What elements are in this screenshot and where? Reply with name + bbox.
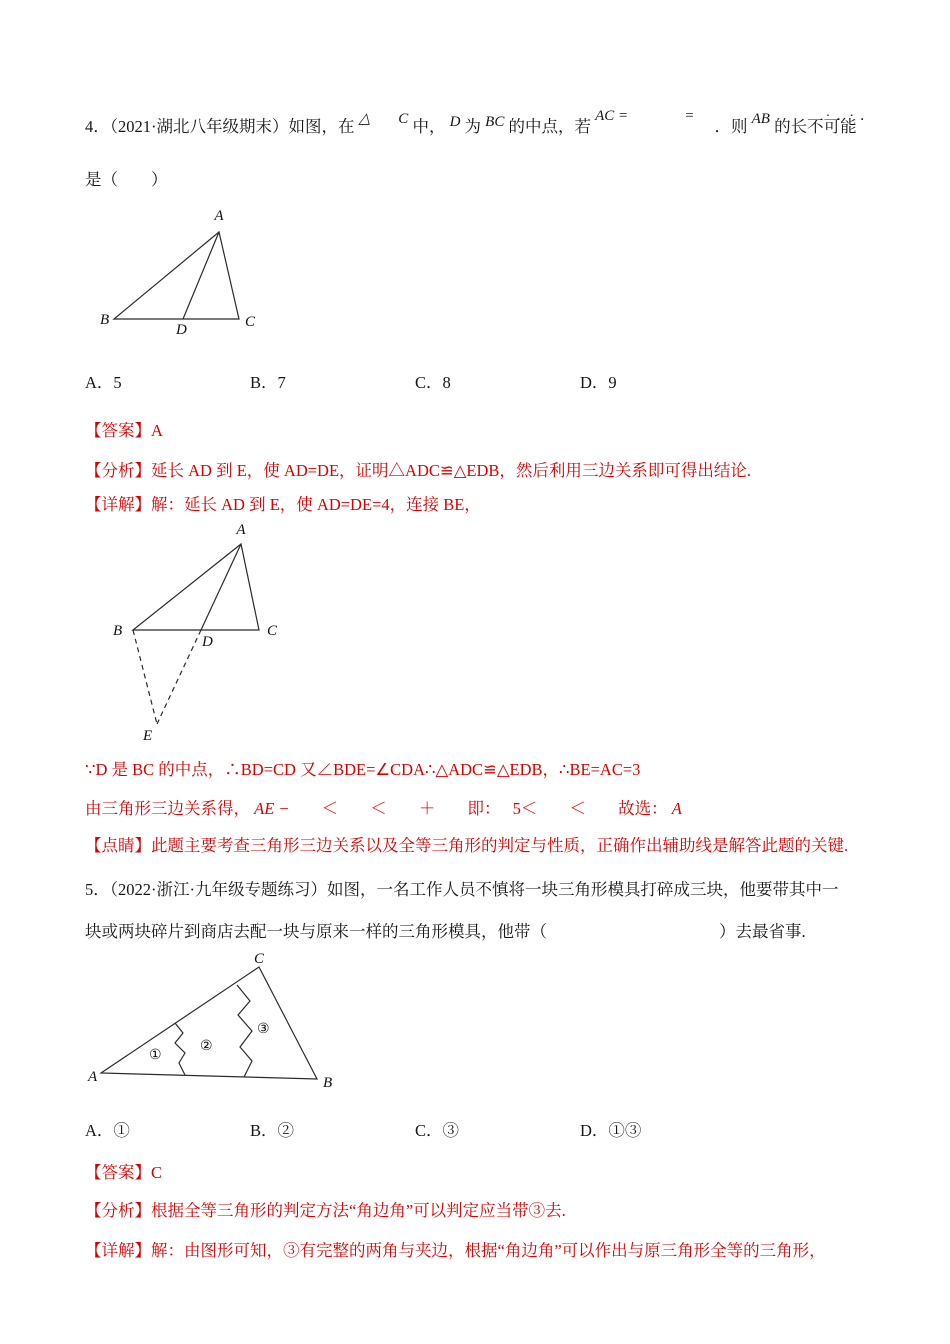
relation-text: 由三角形三边关系得， — [85, 799, 250, 818]
triangle-outline — [114, 232, 239, 319]
vertex-label-c: C — [253, 951, 265, 967]
dashed-segment-be — [133, 630, 157, 724]
q4-options — [85, 372, 880, 394]
math-var-ab: AB — [751, 111, 770, 127]
q4-triangle-figure — [99, 207, 279, 337]
q4-option-b: B．7 — [250, 373, 286, 392]
q4-stem-line2: 是（ ） — [85, 170, 168, 189]
vertex-label-b: B — [100, 312, 110, 328]
q5-option-b: B．② — [250, 1121, 295, 1140]
relation-text: 即： — [467, 799, 501, 818]
math-expr-ac: AC = — [595, 108, 629, 124]
relation-less-than: ＜ — [569, 799, 587, 818]
piece-label-3: ③ — [257, 1022, 270, 1037]
vertex-label-c: C — [267, 623, 278, 639]
math-var-d: D — [449, 114, 461, 130]
q4-construction-figure — [101, 522, 331, 744]
q4-answer-line: 【答案】A — [85, 421, 163, 440]
q5-stem-line2 — [85, 921, 880, 943]
q4-relation-line — [85, 798, 880, 820]
vertex-label-b: B — [323, 1075, 333, 1091]
q5-figure — [87, 951, 880, 1096]
q4-stem-text: ．则 — [714, 117, 748, 136]
q5-option-d: D．①③ — [580, 1121, 642, 1140]
vertex-label-e: E — [143, 728, 153, 744]
q4-option-c: C．8 — [415, 373, 451, 392]
relation-answer-letter: A — [671, 799, 682, 818]
segment-ad — [201, 544, 241, 630]
q4-stem-text: 4．（2021·湖北八年级期末）如图，在 — [85, 117, 355, 136]
relation-expr-ae: AE − — [254, 799, 290, 818]
relation-less-than: ＜ — [321, 799, 339, 818]
math-equals-sign: = — [684, 108, 695, 124]
q4-figure-1 — [99, 207, 880, 342]
q4-stem-stray-dots: ·．·． — [825, 109, 880, 124]
q5-stem-line1: 5．（2022·浙江·九年级专题练习）如图，一名工作人员不慎将一块三角形模具打碎成三块，他要带其中一 — [85, 880, 839, 899]
q4-analysis-line: 【分析】延长 AD 到 E，使 AD=DE，证明△ADC≌△EDB，然后利用三边关系即可得出结论. — [85, 461, 752, 480]
relation-plus-sign: ＋ — [418, 799, 436, 818]
relation-conclusion-label: 故选： — [618, 799, 668, 818]
q5-answer-line: 【答案】C — [85, 1163, 163, 1182]
crack-line-1 — [175, 1023, 185, 1075]
q4-figure-2 — [101, 522, 880, 749]
q5-broken-triangle-figure — [87, 951, 337, 1091]
vertex-label-a: A — [214, 208, 224, 224]
q4-stem-text: 的中点，若 — [508, 117, 591, 136]
piece-label-2: ② — [200, 1039, 213, 1054]
math-var-c: C — [398, 111, 409, 127]
q5-option-a: A．① — [85, 1121, 130, 1140]
math-triangle-symbol: △ — [358, 111, 371, 127]
triangle-outline — [101, 967, 317, 1079]
dashed-extension-de — [157, 630, 201, 724]
vertex-label-d: D — [202, 634, 213, 650]
q5-options — [85, 1120, 880, 1142]
vertex-label-b: B — [113, 623, 123, 639]
relation-less-than: ＜ — [370, 799, 387, 818]
vertex-label-a: A — [236, 522, 246, 538]
q4-proof-line: ∵D 是 BC 的中点，∴BD=CD 又∠BDE=∠CDA∴△ADC≌△EDB，∴BE=AC=3 — [85, 760, 641, 779]
crack-line-2 — [237, 985, 252, 1077]
piece-label-1: ① — [149, 1048, 162, 1063]
q5-analysis-line: 【分析】根据全等三角形的判定方法“角边角”可以判定应当带③去. — [85, 1201, 566, 1220]
q5-detail-line: 【详解】解：由图形可知，③有完整的两角与夹边，根据“角边角”可以作出与原三角形全等的三角形， — [85, 1241, 826, 1260]
q4-detail-line: 【详解】解：延长 AD 到 E，使 AD=DE=4，连接 BE， — [85, 495, 481, 514]
triangle-outline — [133, 544, 259, 630]
q4-option-a: A．5 — [85, 373, 122, 392]
vertex-label-a: A — [88, 1069, 98, 1085]
q4-option-d: D．9 — [580, 373, 617, 392]
vertex-label-d: D — [176, 322, 187, 337]
q4-point-line: 【点睛】此题主要考查三角形三边关系以及全等三角形的判定与性质，正确作出辅助线是解答此题的关键. — [85, 836, 849, 855]
q4-stem-text: 为 — [464, 117, 482, 136]
median-ad-line — [183, 232, 219, 319]
q4-stem-line1 — [85, 108, 880, 139]
vertex-label-c: C — [245, 314, 256, 330]
q5-option-c: C．③ — [415, 1121, 460, 1140]
q4-stem-text: 中， — [412, 117, 446, 136]
q4-stem-text: 的长不可能 — [774, 117, 857, 136]
math-var-bc: BC — [485, 114, 505, 130]
q5-stem-text: 块或两块碎片到商店去配一块与原来一样的三角形模具，他带（ — [85, 922, 547, 941]
q5-stem-text: ）去最省事. — [719, 922, 806, 941]
relation-bound: 5＜ — [512, 799, 538, 818]
